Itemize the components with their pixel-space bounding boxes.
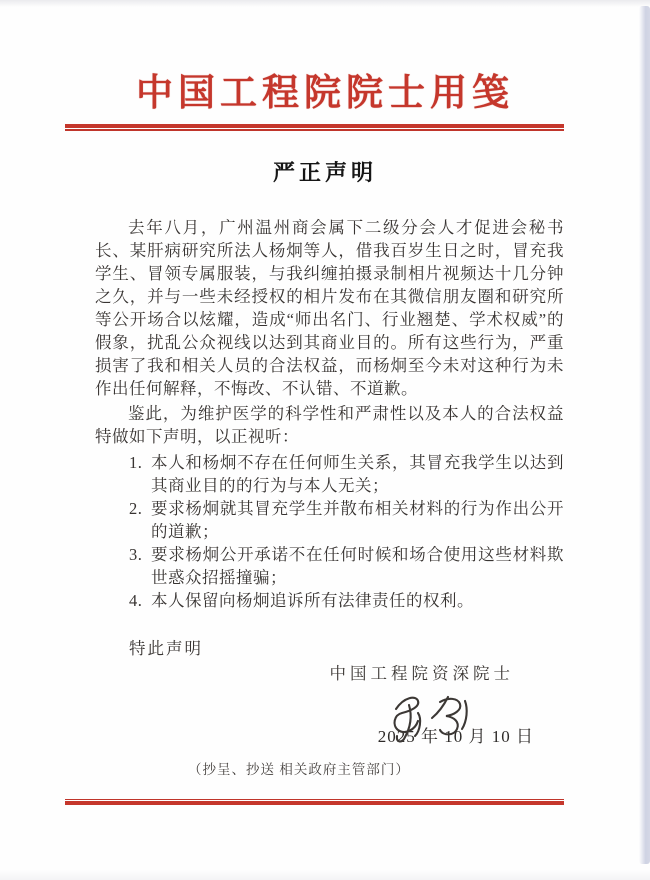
- list-item: [129, 451, 564, 497]
- closing-line: 特此声明: [129, 639, 203, 658]
- paragraph-main: 去年八月，广州温州商会属下二级分会人才促进会秘书长、某肝病研究所法人杨炯等人，借我百岁生日之时，冒充我学生、冒领专属服装，与我纠缠拍摄录制相片视频达十几分钟之久，并与一些未经授权的相片发布在其微信朋友圈和研究所等公开场合以炫耀，造成“师出名门、行业翘楚、学术权威”的假象，扰乱公众视线以达到其商业目的。所有这些行为，严重损害了我和相关人员的合法权益，而杨炯至今未对这种行为未作出任何解释，不悔改、不认错、不道歉。: [95, 218, 564, 398]
- statement-body: [95, 216, 564, 781]
- list-item-text: 要求杨炯公开承诺不在任何时候和场合使用这些材料欺世惑众招摇撞骗；: [151, 545, 564, 587]
- statement-list: [95, 451, 564, 612]
- footer-rule: [65, 799, 564, 805]
- scan-artifact-top: [0, 0, 650, 7]
- letterhead-title: 中国工程院院士用笺: [136, 73, 514, 114]
- list-number: 1.: [129, 453, 143, 472]
- signature-image: [95, 689, 564, 741]
- cc-note: （抄呈、抄送 相关政府主管部门）: [188, 762, 410, 777]
- list-number: 2.: [129, 499, 143, 518]
- list-item-text: 要求杨炯就其冒充学生并散布相关材料的行为作出公开的道歉；: [151, 499, 564, 541]
- date-line: 2025 年 10 月 10 日: [377, 727, 534, 746]
- list-item: [129, 543, 564, 589]
- list-item-text: 本人保留向杨炯追诉所有法律责任的权利。: [151, 591, 474, 610]
- list-item: [129, 497, 564, 543]
- letterhead-rule: [65, 124, 564, 131]
- statement-title: 严正声明: [272, 160, 377, 185]
- paragraph-intro-list: 鉴此，为维护医学的科学性和严肃性以及本人的合法权益特做如下声明，以正视听：: [95, 404, 564, 446]
- list-number: 4.: [129, 591, 143, 610]
- list-number: 3.: [129, 545, 143, 564]
- signer-title: 中国工程院资深院士: [329, 664, 514, 683]
- list-item: [129, 589, 564, 612]
- scan-artifact-bottom: [0, 870, 650, 880]
- signer-block: [95, 662, 564, 685]
- list-item-text: 本人和杨炯不存在任何师生关系，其冒充我学生以达到其商业目的的行为与本人无关；: [151, 453, 564, 495]
- scan-artifact-right-edge: [639, 6, 650, 864]
